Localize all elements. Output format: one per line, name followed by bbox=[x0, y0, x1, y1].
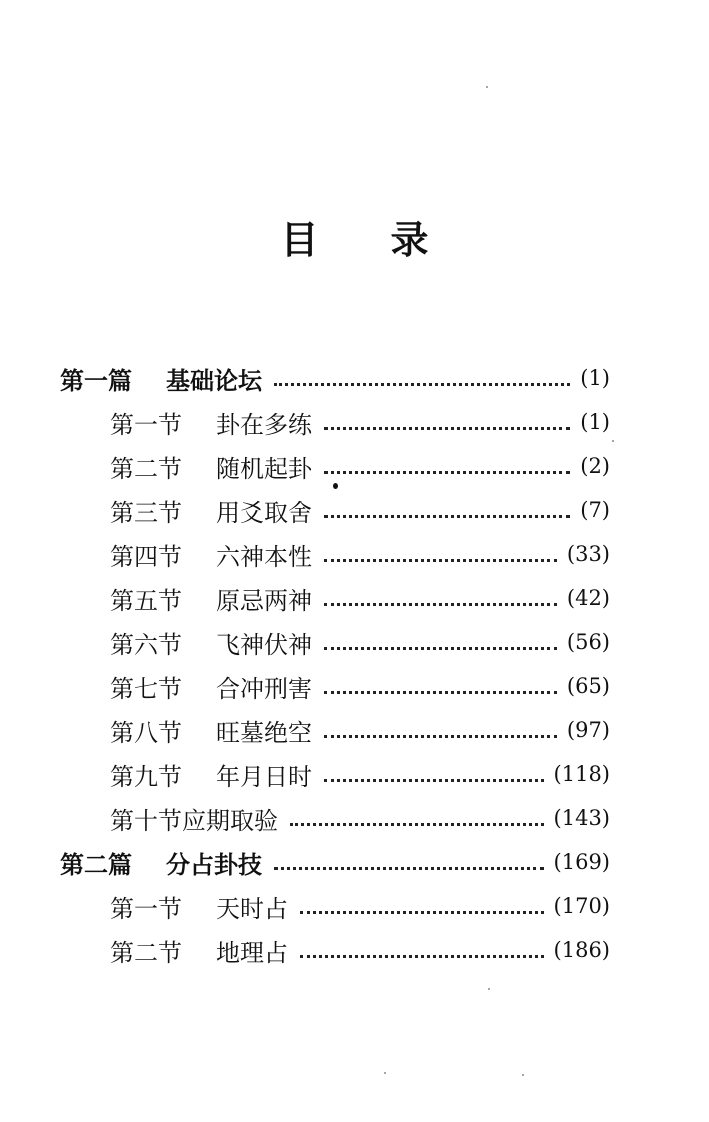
toc-section-row[interactable] bbox=[60, 884, 610, 928]
toc-section-row[interactable] bbox=[60, 664, 610, 708]
toc-section-row[interactable] bbox=[60, 708, 610, 752]
toc-section-number: 第八节 bbox=[110, 718, 182, 747]
dot-leader bbox=[324, 601, 557, 606]
scan-speck bbox=[612, 440, 614, 442]
toc-section-title: 随机起卦 bbox=[216, 454, 312, 483]
toc-page-number: (7) bbox=[580, 498, 610, 522]
toc-section-title: 卦在多练 bbox=[216, 410, 312, 439]
toc-section-title: 飞神伏神 bbox=[216, 630, 312, 659]
toc-page-number: (33) bbox=[566, 542, 610, 566]
toc-section-number: 第三节 bbox=[110, 498, 182, 527]
toc-section-title: 用爻取舍 bbox=[216, 498, 312, 527]
title-char-2: 录 bbox=[390, 217, 429, 262]
toc-section-number: 第十节 bbox=[110, 806, 182, 835]
toc-part-number: 第二篇 bbox=[60, 849, 132, 879]
toc-page-number: (169) bbox=[553, 850, 610, 874]
toc-page-number: (186) bbox=[553, 938, 610, 962]
toc-section-row[interactable] bbox=[60, 444, 610, 488]
toc-page-number: (56) bbox=[566, 630, 610, 654]
toc-part-row[interactable] bbox=[60, 840, 610, 884]
toc-page-number: (97) bbox=[566, 718, 610, 742]
scan-speck bbox=[384, 1072, 386, 1074]
dot-leader bbox=[300, 953, 544, 958]
scan-speck bbox=[333, 483, 338, 489]
toc-section-row[interactable] bbox=[60, 752, 610, 796]
toc-page-number: (118) bbox=[553, 762, 610, 786]
toc-page-number: (170) bbox=[553, 894, 610, 918]
toc-section-row[interactable] bbox=[60, 928, 610, 972]
toc-section-row[interactable] bbox=[60, 576, 610, 620]
toc-section-number: 第二节 bbox=[110, 454, 182, 483]
toc-section-row[interactable] bbox=[60, 532, 610, 576]
scan-speck bbox=[488, 988, 490, 990]
dot-leader bbox=[324, 425, 570, 430]
dot-leader bbox=[324, 513, 570, 518]
dot-leader bbox=[324, 557, 557, 562]
toc-part-title: 基础论坛 bbox=[166, 365, 262, 395]
toc-section-row[interactable] bbox=[60, 400, 610, 444]
toc-section-row[interactable] bbox=[60, 488, 610, 532]
toc-page-number: (42) bbox=[566, 586, 610, 610]
dot-leader bbox=[324, 469, 570, 474]
toc-page-number: (1) bbox=[580, 410, 610, 434]
toc-section-number: 第二节 bbox=[110, 938, 182, 967]
toc-page-number: (2) bbox=[580, 454, 610, 478]
dot-leader bbox=[290, 821, 544, 826]
toc-page-number: (143) bbox=[553, 806, 610, 830]
dot-leader bbox=[324, 733, 557, 738]
toc-section-title: 六神本性 bbox=[216, 542, 312, 571]
scan-speck bbox=[522, 1074, 524, 1076]
dot-leader bbox=[274, 381, 570, 386]
dot-leader bbox=[300, 909, 544, 914]
toc-section-title: 应期取验 bbox=[182, 806, 278, 835]
toc-page-number: (1) bbox=[580, 366, 610, 390]
toc-section-title: 合冲刑害 bbox=[216, 674, 312, 703]
toc-section-title: 原忌两神 bbox=[216, 586, 312, 615]
toc-section-title: 地理占 bbox=[216, 938, 288, 967]
toc-section-title: 年月日时 bbox=[216, 762, 312, 791]
toc-section-number: 第四节 bbox=[110, 542, 182, 571]
scan-speck bbox=[486, 86, 488, 88]
toc-section-title: 天时占 bbox=[216, 894, 288, 923]
toc-section-row[interactable] bbox=[60, 796, 610, 840]
dot-leader bbox=[324, 645, 557, 650]
toc-section-number: 第一节 bbox=[110, 410, 182, 439]
table-of-contents bbox=[60, 356, 610, 972]
toc-section-number: 第七节 bbox=[110, 674, 182, 703]
toc-part-number: 第一篇 bbox=[60, 365, 132, 395]
page-title bbox=[0, 210, 709, 270]
dot-leader bbox=[324, 689, 557, 694]
title-char-1: 目 bbox=[280, 217, 319, 262]
toc-section-number: 第六节 bbox=[110, 630, 182, 659]
toc-part-row[interactable] bbox=[60, 356, 610, 400]
toc-section-title: 旺墓绝空 bbox=[216, 718, 312, 747]
dot-leader bbox=[324, 777, 544, 782]
toc-section-row[interactable] bbox=[60, 620, 610, 664]
dot-leader bbox=[274, 865, 544, 870]
toc-section-number: 第五节 bbox=[110, 586, 182, 615]
toc-section-number: 第一节 bbox=[110, 894, 182, 923]
toc-section-number: 第九节 bbox=[110, 762, 182, 791]
toc-part-title: 分占卦技 bbox=[166, 849, 262, 879]
toc-page-number: (65) bbox=[566, 674, 610, 698]
